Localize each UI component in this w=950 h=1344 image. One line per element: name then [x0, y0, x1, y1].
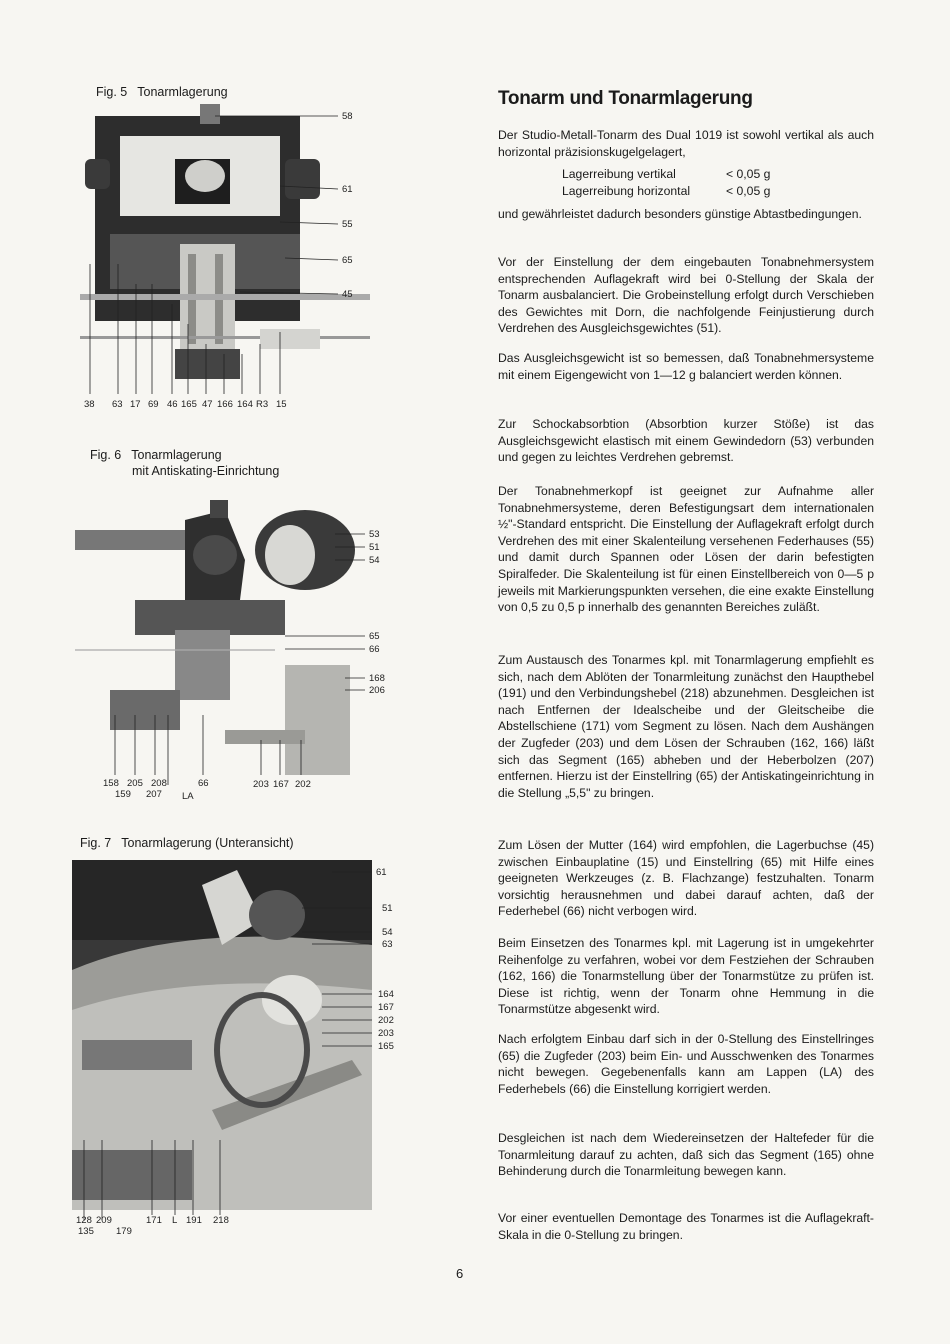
paragraph-8 — [498, 935, 874, 1018]
fig5-callout-r3: R3 — [256, 399, 269, 410]
article-intro — [498, 127, 874, 160]
fig5-callout-47: 47 — [202, 399, 213, 410]
spec-label: Lagerreibung horizontal — [562, 183, 691, 198]
fig5-callout-69: 69 — [148, 399, 159, 410]
fig6-callout-208: 208 — [151, 778, 167, 789]
fig7-callout-209: 209 — [96, 1215, 112, 1226]
paragraph-text: Beim Einsetzen des Tonarmes kpl. mit Lagerung ist in umgekehrter Reihenfolge zu verfahren, wobei vor dem Festziehen der Schrauben (162, 166) die Tonarmstellung über der Tonarmstütze zu prüfen ist. Diese ist richtig, wenn der Tonarm ohne Hemmung in die Tonarmstütze abgesenkt wird. — [498, 936, 874, 1017]
fig7-callout-63: 63 — [382, 939, 393, 950]
spec-value: < 0,05 g — [726, 183, 771, 198]
fig6-callout-66b: 66 — [198, 778, 209, 789]
fig5-callout-55: 55 — [342, 219, 353, 230]
fig7-number: Fig. 7 — [80, 836, 112, 850]
fig7-callout-171: 171 — [146, 1215, 162, 1226]
article-title: Tonarm und Tonarmlagerung — [498, 88, 753, 109]
fig5-callouts — [80, 104, 370, 414]
fig6-callout-66: 66 — [369, 644, 380, 655]
fig6-callout-205: 205 — [127, 778, 143, 789]
fig6-photo — [75, 500, 385, 820]
fig7-callout-218: 218 — [213, 1215, 229, 1226]
paragraph-9 — [498, 1031, 874, 1097]
fig7-callout-135: 135 — [78, 1226, 94, 1237]
fig6-callout-207: 207 — [146, 789, 162, 800]
fig7-callout-61: 61 — [376, 867, 387, 878]
fig7-callout-167: 167 — [378, 1002, 394, 1013]
paragraph-text: Desgleichen ist nach dem Wiedereinsetzen der Haltefeder für die Tonarmleitung darauf zu achten, daß sich das Segment (165) ohne Behinderung durch die Tonarmleitung bewegen kann. — [498, 1131, 874, 1179]
fig7-callout-164: 164 — [378, 989, 394, 1000]
fig7-caption — [80, 835, 294, 851]
fig7-callout-54: 54 — [382, 927, 393, 938]
fig7-callout-191: 191 — [186, 1215, 202, 1226]
fig7-photo — [72, 860, 412, 1250]
fig6-callout-51: 51 — [369, 542, 380, 553]
fig6-title: Tonarmlagerung — [131, 448, 222, 462]
paragraph-4 — [498, 416, 874, 466]
fig6-callout-206: 206 — [369, 685, 385, 696]
paragraph-text: Zum Austausch des Tonarmes kpl. mit Tonarmlagerung empfiehlt es sich, nach dem Ablöten der Tonarmleitung zunächst den Haupthebel (191) und den Verbindungshebel (218) abzunehmen. Desgleichen ist nach Entfernen der Idealscheibe und der Gleitscheibe die Abstellschiene (171) vom Segment zu lösen. Nach dem Aushängen der Zugfeder (203) und dem Lösen der Schrauben (162, 166) läßt sich das Segment (165) abheben und der Heberbolzen (207) entfernen. Hierzu ist der Einstellring (65) der Antiskatingeinrichtung in die Stellung „5,5" zu bringen. — [498, 653, 874, 800]
paragraph-5 — [498, 483, 874, 616]
fig6-callout-158: 158 — [103, 778, 119, 789]
paragraph-10 — [498, 1130, 874, 1180]
fig5-callout-38: 38 — [84, 399, 95, 410]
page-number: 6 — [456, 1266, 464, 1281]
paragraph-3 — [498, 350, 874, 383]
fig5-callout-58: 58 — [342, 111, 353, 122]
spec-row-horizontal — [562, 183, 770, 200]
spec-row-vertical — [562, 166, 770, 183]
intro-paragraph: Der Studio-Metall-Tonarm des Dual 1019 ist sowohl vertikal als auch horizontal präzisionskugelgelagert, — [498, 128, 874, 159]
fig5-number: Fig. 5 — [96, 85, 128, 99]
fig6-caption — [90, 447, 279, 479]
paragraph-text: und gewährleistet dadurch besonders günstige Abtastbedingungen. — [498, 207, 862, 221]
fig6-number: Fig. 6 — [90, 448, 122, 462]
fig6-callout-203: 203 — [253, 779, 269, 790]
fig6-callout-la: LA — [182, 791, 194, 802]
fig5-photo — [80, 104, 370, 414]
fig6-callout-159: 159 — [115, 789, 131, 800]
paragraph-11 — [498, 1210, 874, 1243]
fig6-callout-65: 65 — [369, 631, 380, 642]
fig7-callout-203: 203 — [378, 1028, 394, 1039]
fig7-callout-l: L — [172, 1215, 178, 1226]
paragraph-text: Zur Schockabsorbtion (Absorbtion kurzer Stöße) ist das Ausgleichsgewicht elastisch mit einem Gewindedorn (53) verbunden und gegen zu leichtes Verdrehen gebremst. — [498, 417, 874, 465]
fig5-callout-17: 17 — [130, 399, 141, 410]
fig7-callouts — [72, 860, 412, 1250]
fig6-callout-168: 168 — [369, 673, 385, 684]
friction-specs — [562, 166, 770, 199]
paragraph-text: Zum Lösen der Mutter (164) wird empfohlen, die Lagerbuchse (45) zwischen Einbauplatine (15) und Einstellring (65) mit Hilfe eines geeigneten Werkzeuges (z. B. Flachzange) festzuhalten. Tonarm vorsichtig herausnehmen und dabei darauf achten, daß der Federhebel (66) nicht verbogen wird. — [498, 838, 874, 919]
paragraph-text: Nach erfolgtem Einbau darf sich in der 0-Stellung des Einstellringes (65) die Zugfeder (203) beim Ein- und Ausschwenken des Tonarmes nicht bewegen. Gegebenenfalls kann am Lappen (LA) des Federhebels (66) die Einstellung korrigiert werden. — [498, 1032, 874, 1096]
fig5-callout-46: 46 — [167, 399, 178, 410]
paragraph-text: Vor der Einstellung der dem eingebauten Tonabnehmersystem entsprechenden Auflagekraft wird bei 0-Stellung der Skala der Tonarm ausbalanciert. Die Grobeinstellung erfolgt durch Verschieben des Gewichtes mit Dorn, die nachfolgende Feinjustierung durch Verdrehen des Ausgleichsgewichtes (51). — [498, 255, 874, 336]
fig6-callouts — [75, 500, 385, 820]
fig5-callout-165: 165 — [181, 399, 197, 410]
paragraph-2 — [498, 254, 874, 337]
fig6-callout-167: 167 — [273, 779, 289, 790]
fig5-callout-15: 15 — [276, 399, 287, 410]
paragraph-6 — [498, 652, 874, 801]
paragraph-7 — [498, 837, 874, 920]
fig6-callout-53: 53 — [369, 529, 380, 540]
fig5-callout-61: 61 — [342, 184, 353, 195]
fig6-callout-54: 54 — [369, 555, 380, 566]
fig5-callout-164: 164 — [237, 399, 253, 410]
fig5-title: Tonarmlagerung — [137, 85, 228, 99]
paragraph-text: Der Tonabnehmerkopf ist geeignet zur Aufnahme aller Tonabnehmersysteme, deren Befestigungsart dem internationalen ½"-Standard entspricht. Die Einstellung der Auflagekraft erfolgt durch Verdrehen des mit einer Skalenteilung versehenen Federhauses (55) und damit durch Spannen oder Lösen der darin befestigten Spiralfeder. Die Skalenteilung ist für einen Einstellbereich von 0—5 p jeweils mit Markierungspunkten versehen, die eine exakte Einstellung von 0,5 zu 0,5 p innerhalb des genannten Bereiches zuläßt. — [498, 484, 874, 615]
spec-value: < 0,05 g — [726, 167, 771, 181]
fig5-callout-63: 63 — [112, 399, 123, 410]
paragraph-text: Vor einer eventuellen Demontage des Tonarmes ist die Auflagekraft-Skala in die 0-Stellung zu bringen. — [498, 1211, 874, 1242]
spec-label: Lagerreibung vertikal — [562, 167, 676, 181]
fig6-callout-202: 202 — [295, 779, 311, 790]
paragraph-1 — [498, 206, 874, 223]
fig5-callout-45: 45 — [342, 289, 353, 300]
fig7-callout-51: 51 — [382, 903, 393, 914]
fig6-subtitle: mit Antiskating-Einrichtung — [132, 464, 280, 478]
paragraph-text: Das Ausgleichsgewicht ist so bemessen, daß Tonabnehmersysteme mit einem Eigengewicht von 1—12 g balanciert werden können. — [498, 351, 874, 382]
fig5-callout-166: 166 — [217, 399, 233, 410]
fig7-callout-165: 165 — [378, 1041, 394, 1052]
fig5-callout-65: 65 — [342, 255, 353, 266]
fig7-callout-128: 128 — [76, 1215, 92, 1226]
fig5-caption — [96, 84, 228, 100]
fig7-callout-179: 179 — [116, 1226, 132, 1237]
fig7-title: Tonarmlagerung (Unteransicht) — [121, 836, 294, 850]
fig7-callout-202: 202 — [378, 1015, 394, 1026]
